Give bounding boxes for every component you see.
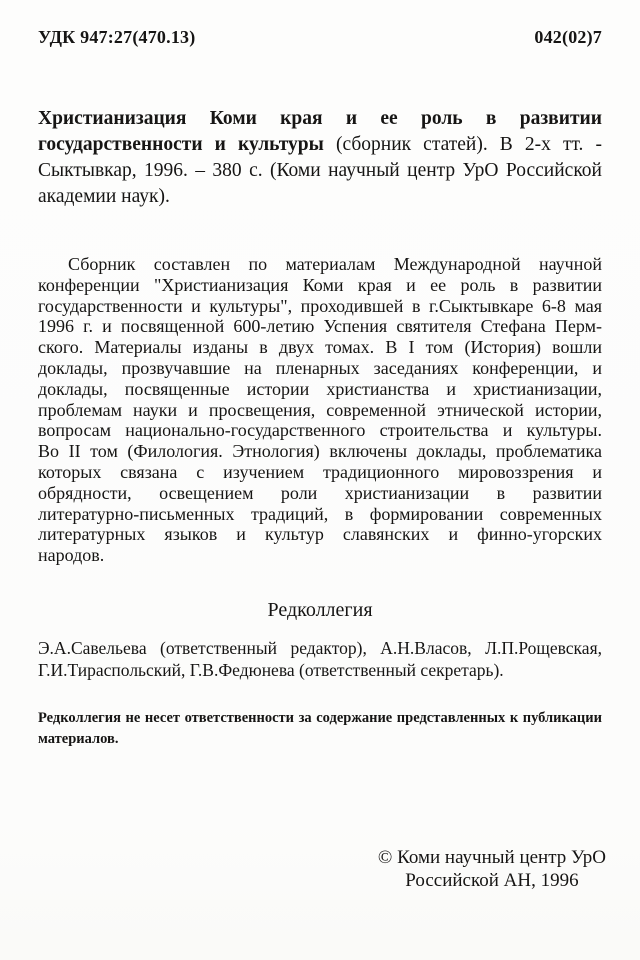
title-line-3	[38, 158, 602, 184]
copyright-line: Российской АН, 1996	[405, 870, 579, 892]
udk-number: УДК 947:27(470.13)	[38, 27, 196, 47]
abstract-line: литературных языков и культур славянских и финно-угорских	[38, 524, 602, 545]
disclaimer-note	[38, 708, 602, 750]
abstract-line: ского. Материалы изданы в двух томах. В I том (История) вошли	[38, 337, 602, 358]
disclaimer-line: материалов.	[38, 730, 119, 747]
abstract-line: конференции "Христианизация Коми края и ее роль в развитии	[38, 274, 602, 295]
abstract-line: 1996 г. и посвященной 600-летию Успения святителя Стефана Перм-	[38, 316, 602, 337]
abstract-line: Во II том (Филология. Этнология) включены доклады, проблематика	[38, 441, 602, 462]
abstract-line: народов.	[38, 545, 105, 566]
editorial-board-heading: Редколлегия	[267, 598, 373, 621]
editorial-board-names	[38, 637, 602, 681]
abstract-line: обрядности, освещением роли христианизации в развитии	[38, 482, 602, 503]
copyright-line: © Коми научный центр УрО	[377, 846, 606, 868]
abstract-line: которых связана с изучением традиционного мировоззрения и	[38, 461, 602, 482]
abstract-line: литературно-письменных традиций, в формировании современных	[38, 503, 602, 524]
title-text-bold: государственности и культуры	[38, 134, 324, 155]
abstract-line: проблемам науки и просвещения, современной этнической истории,	[38, 399, 602, 420]
abstract-line: доклады, прозвучавшие на пленарных заседаниях конференции, и	[38, 357, 602, 378]
title-block	[38, 106, 602, 210]
abstract-line: государственности и культуры", проходившей в г.Сыктывкаре 6-8 мая	[38, 295, 602, 316]
abstract-line: вопросам национально-государственного строительства и культуры.	[38, 420, 602, 441]
title-text-regular: Сыктывкар, 1996. – 380 с. (Коми научный центр УрО Российской	[38, 160, 602, 181]
title-text-regular: (сборник статей). В 2-х тт. -	[335, 134, 602, 155]
title-line-1	[38, 106, 602, 132]
title-line-4	[38, 184, 602, 210]
abstract-line: доклады, посвященные истории христианства и христианизации,	[38, 378, 602, 399]
editorial-names-line: Г.И.Тираспольский, Г.В.Федюнева (ответственный секретарь).	[38, 659, 504, 680]
title-text-bold: Христианизация Коми края и ее роль в развитии	[38, 108, 602, 129]
editorial-names-line: Э.А.Савельева (ответственный редактор), А.Н.Власов, Л.П.Рощевская,	[38, 637, 602, 658]
abstract-line: Сборник составлен по материалам Международной научной	[68, 254, 602, 274]
title-line-2	[38, 132, 602, 158]
copyright-notice	[378, 846, 606, 893]
catalog-code: 042(02)7	[534, 27, 602, 47]
title-text-regular: академии наук).	[38, 186, 170, 207]
abstract-paragraph	[38, 254, 602, 566]
disclaimer-line: Редколлегия не несет ответственности за содержание представленных к публикации	[38, 709, 602, 726]
header-row	[0, 0, 640, 48]
